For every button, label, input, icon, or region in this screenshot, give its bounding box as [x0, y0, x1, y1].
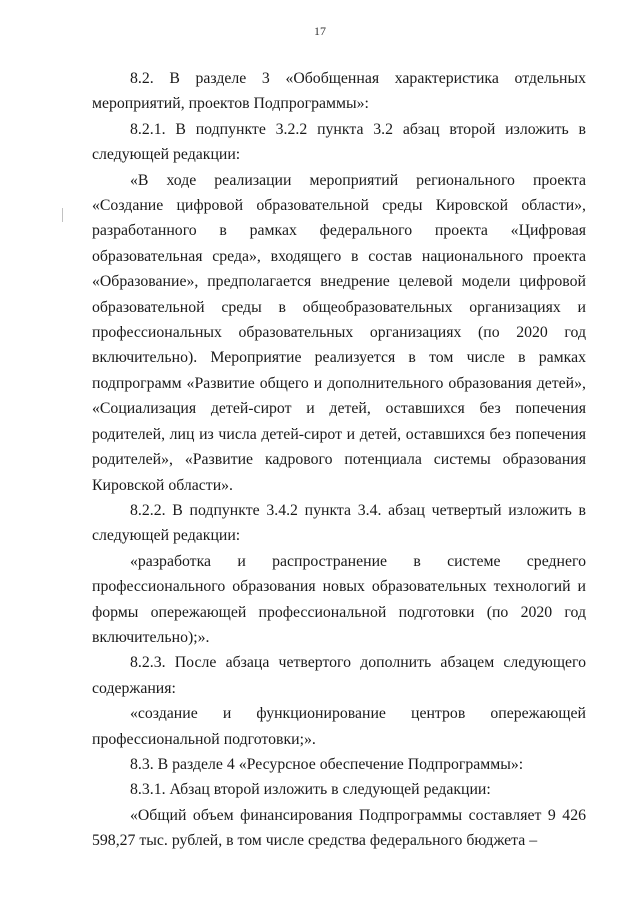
document-body	[92, 66, 586, 854]
page-number: 17	[314, 24, 326, 38]
paragraph-8-2-3: 8.2.3. После абзаца четвертого дополнить абзацем следующего содержания:	[92, 654, 586, 697]
paragraph-8-3: 8.3. В разделе 4 «Ресурсное обеспечение Подпрограммы»:	[130, 755, 524, 773]
paragraph-quote-development: «разработка и распространение в системе среднего профессионального образования новых образовательных технологий и формы опережающей профессиональной подготовки (по 2020 год включительно);».	[92, 552, 586, 646]
paragraph-quote-digital-environment: «В ходе реализации мероприятий регионального проекта «Создание цифровой образовательной среды Кировской области», разработанного в рамках федерального проекта «Цифровая образовательная среда», входящего в состав национального проекта «Образование», предполагается внедрение целевой модели цифровой образовательной среды в общеобразовательных организациях и профессиональных образовательных организациях (по 2020 год включительно). Мероприятие реализуется в том числе в рамках подпрограмм «Развитие общего и дополнительного образования детей», «Социализация детей-сирот и детей, оставшихся без попечения родителей, лиц из числа детей-сирот и детей, оставшихся без попечения родителей», «Развитие кадрового потенциала системы образования Кировской области».	[92, 171, 586, 494]
paragraph-8-2: 8.2. В разделе 3 «Обобщенная характеристика отдельных мероприятий, проектов Подпрограммы»:	[92, 70, 586, 113]
paragraph-quote-financing: «Общий объем финансирования Подпрограммы составляет 9 426 598,27 тыс. рублей, в том числе средства федерального бюджета –	[92, 806, 586, 850]
paragraph-quote-centers: «создание и функционирование центров опережающей профессиональной подготовки;».	[92, 705, 586, 748]
paragraph-8-2-1: 8.2.1. В подпункте 3.2.2 пункта 3.2 абзац второй изложить в следующей редакции:	[92, 120, 586, 164]
paragraph-8-3-1: 8.3.1. Абзац второй изложить в следующей редакции:	[130, 781, 491, 799]
paragraph-8-2-2: 8.2.2. В подпункте 3.4.2 пункта 3.4. абзац четвертый изложить в следующей редакции:	[92, 501, 586, 545]
scan-artifact	[62, 208, 63, 222]
